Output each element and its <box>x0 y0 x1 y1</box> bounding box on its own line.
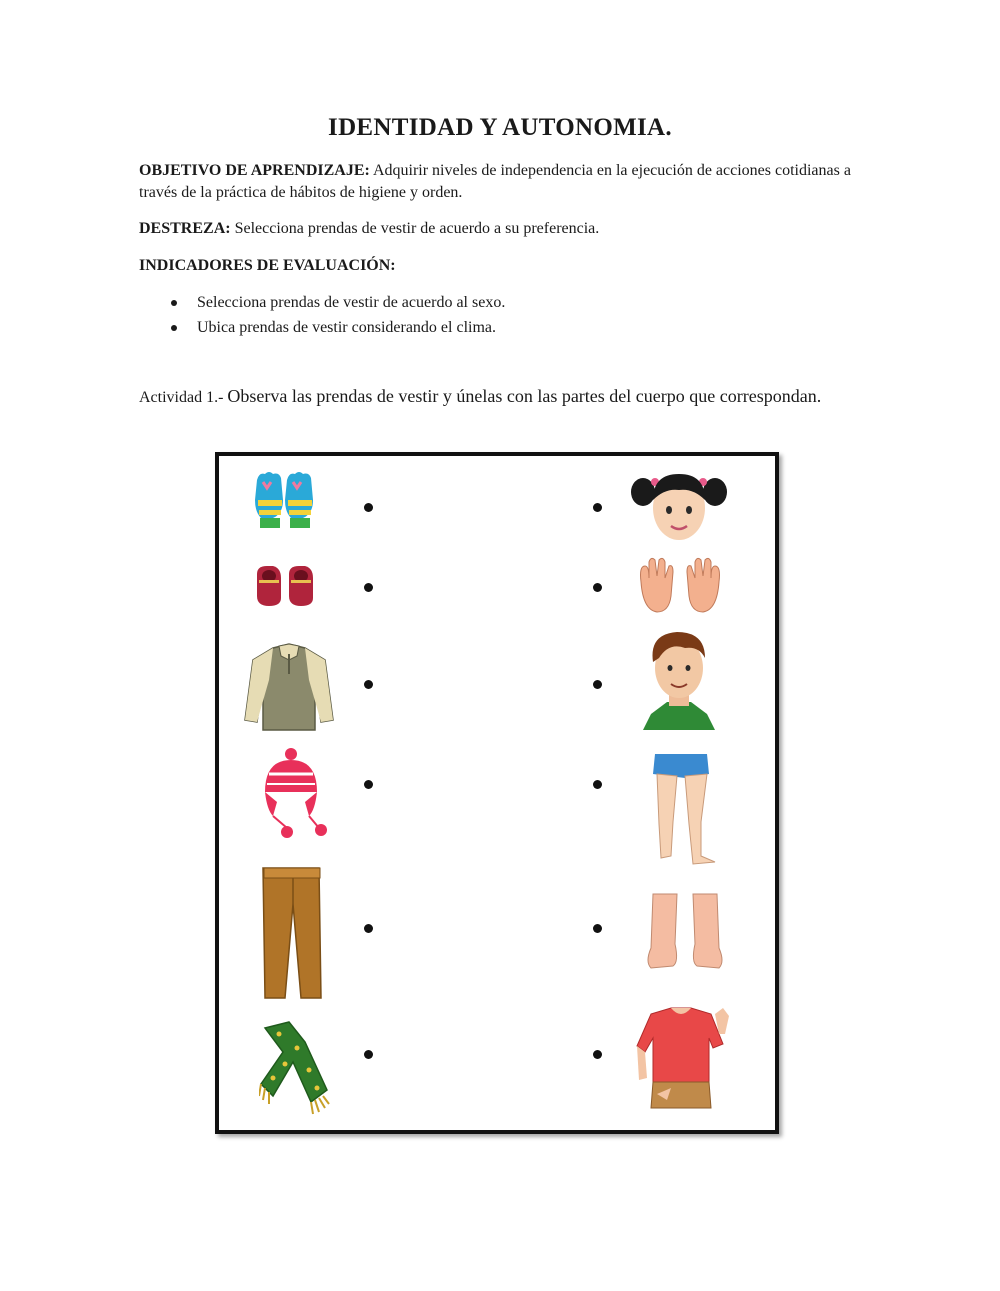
legs-icon <box>649 752 725 870</box>
matching-exercise-frame <box>215 452 779 1134</box>
indicator-text: Ubica prendas de vestir considerando el clima. <box>197 319 496 336</box>
feet-icon <box>643 892 727 972</box>
skill-label: DESTREZA: <box>139 220 231 237</box>
torso-icon <box>631 1004 731 1114</box>
bullet-icon <box>171 325 177 331</box>
left-dot-4[interactable] <box>364 780 373 789</box>
indicator-text: Selecciona prendas de vestir de acuerdo al sexo. <box>197 294 506 311</box>
gloves-icon <box>251 470 319 532</box>
girl-face-icon <box>629 464 729 550</box>
list-item <box>139 290 505 315</box>
pants-icon <box>259 864 325 1002</box>
left-dot-2[interactable] <box>364 583 373 592</box>
winter-hat-icon <box>257 746 329 842</box>
shoes-icon <box>253 560 317 608</box>
right-dot-2[interactable] <box>593 583 602 592</box>
bullet-icon <box>171 300 177 306</box>
list-item <box>139 315 505 340</box>
left-dot-1[interactable] <box>364 503 373 512</box>
left-dot-3[interactable] <box>364 680 373 689</box>
right-dot-3[interactable] <box>593 680 602 689</box>
indicators-heading: INDICADORES DE EVALUACIÓN: <box>139 257 396 274</box>
objective-label: OBJETIVO DE APRENDIZAJE: <box>139 162 370 179</box>
page-title: IDENTIDAD Y AUTONOMIA. <box>328 114 672 141</box>
hands-icon <box>637 556 723 616</box>
right-dot-5[interactable] <box>593 924 602 933</box>
indicators-list <box>139 290 505 340</box>
left-dot-5[interactable] <box>364 924 373 933</box>
boy-face-icon <box>639 628 719 732</box>
left-dot-6[interactable] <box>364 1050 373 1059</box>
skill-paragraph <box>139 218 869 240</box>
skill-text: Selecciona prendas de vestir de acuerdo a su preferencia. <box>230 220 600 237</box>
activity-text: Observa las prendas de vestir y únelas con las partes del cuerpo que correspondan. <box>227 386 822 406</box>
right-dot-6[interactable] <box>593 1050 602 1059</box>
objective-paragraph <box>139 160 869 204</box>
activity-lead: Actividad 1.- <box>139 389 228 406</box>
objective-text: Adquirir niveles de independencia en la ejecución de acciones cotidianas a través de la práctica de hábitos de higiene y orden. <box>139 162 851 201</box>
right-dot-4[interactable] <box>593 780 602 789</box>
sweater-icon <box>243 640 335 734</box>
scarf-icon <box>259 1018 335 1116</box>
right-dot-1[interactable] <box>593 503 602 512</box>
activity-instructions <box>139 384 839 410</box>
